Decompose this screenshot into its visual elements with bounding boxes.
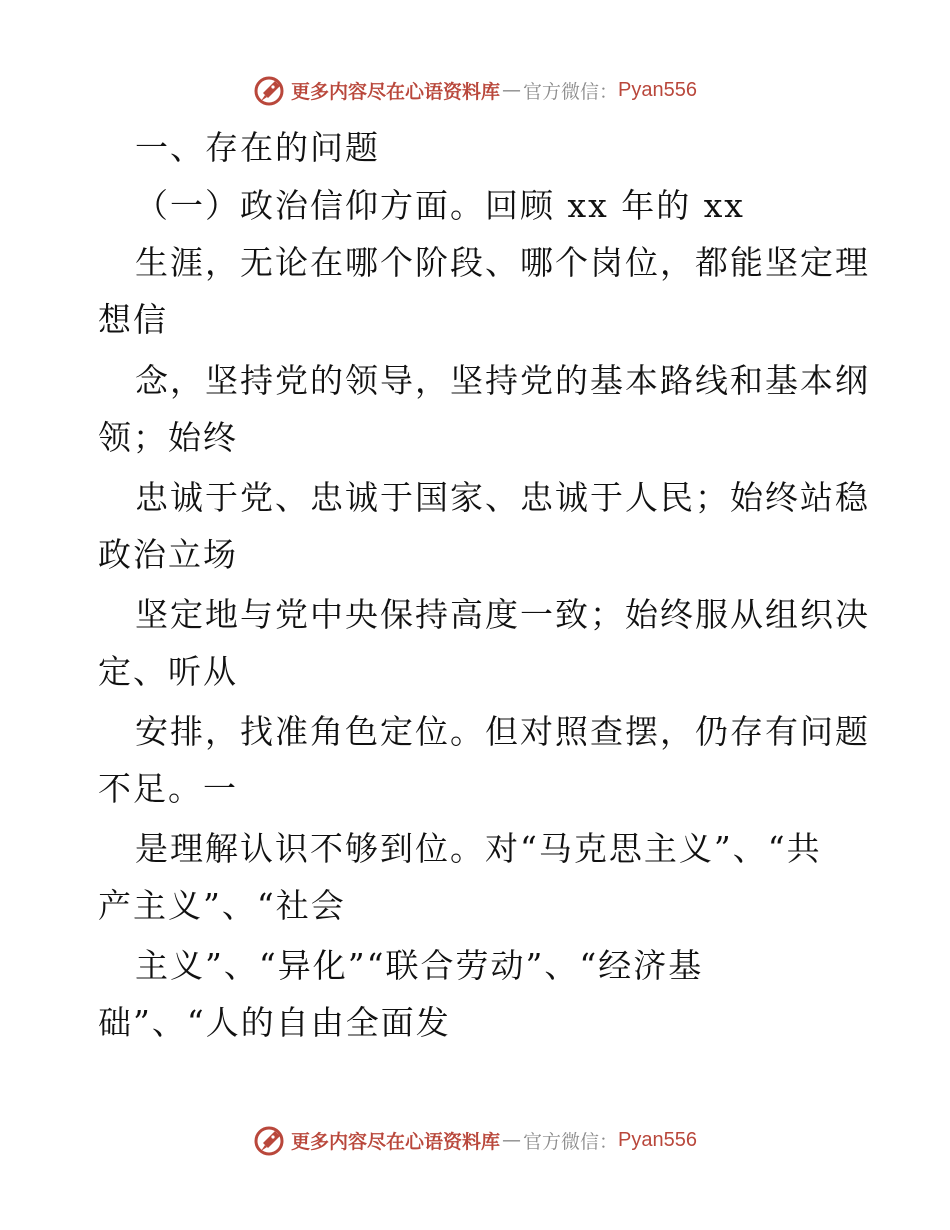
banner-wechat-id: Pyan556 (618, 1128, 697, 1151)
paragraph-line: 生涯，无论在哪个阶段、哪个岗位，都能坚定理 (135, 243, 870, 282)
paragraph-line: 想信 (98, 300, 168, 339)
pen-nib-circle-icon (253, 73, 287, 107)
paragraph-line: 产主义”、“社会 (98, 886, 346, 925)
paragraph-line: 定、听从 (98, 652, 238, 691)
banner-wechat-label: 官方微信： (523, 1130, 619, 1153)
section-heading: 一、存在的问题 (135, 128, 380, 167)
paragraph-line: 领；始终 (98, 418, 238, 457)
banner-separator: — (502, 1129, 522, 1151)
banner-main-text: 更多内容尽在心语资料库 (291, 1130, 501, 1153)
paragraph-line: 不足。一 (98, 769, 238, 808)
banner-wechat-id: Pyan556 (618, 78, 697, 101)
paragraph-line: 是理解认识不够到位。对“马克思主义”、“共 (135, 829, 822, 868)
header-watermark-banner (0, 70, 950, 110)
paragraph-line: 安排，找准角色定位。但对照查摆，仍存有问题 (135, 712, 870, 751)
banner-main-text: 更多内容尽在心语资料库 (291, 80, 501, 103)
pen-nib-circle-icon (253, 1123, 287, 1157)
paragraph-line: 政治立场 (98, 535, 238, 574)
footer-watermark-banner (0, 1120, 950, 1160)
banner-separator: — (502, 79, 522, 101)
paragraph-line: 忠诚于党、忠诚于国家、忠诚于人民；始终站稳 (135, 478, 870, 517)
paragraph-line: 坚定地与党中央保持高度一致；始终服从组织决 (135, 595, 870, 634)
paragraph-line: 念，坚持党的领导，坚持党的基本路线和基本纲 (135, 361, 870, 400)
paragraph-line: （一）政治信仰方面。回顾 xx 年的 xx (135, 186, 745, 225)
banner-wechat-label: 官方微信： (523, 80, 619, 103)
paragraph-line: 主义”、“异化”“联合劳动”、“经济基 (135, 946, 704, 985)
paragraph-line: 础”、“人的自由全面发 (98, 1003, 451, 1042)
